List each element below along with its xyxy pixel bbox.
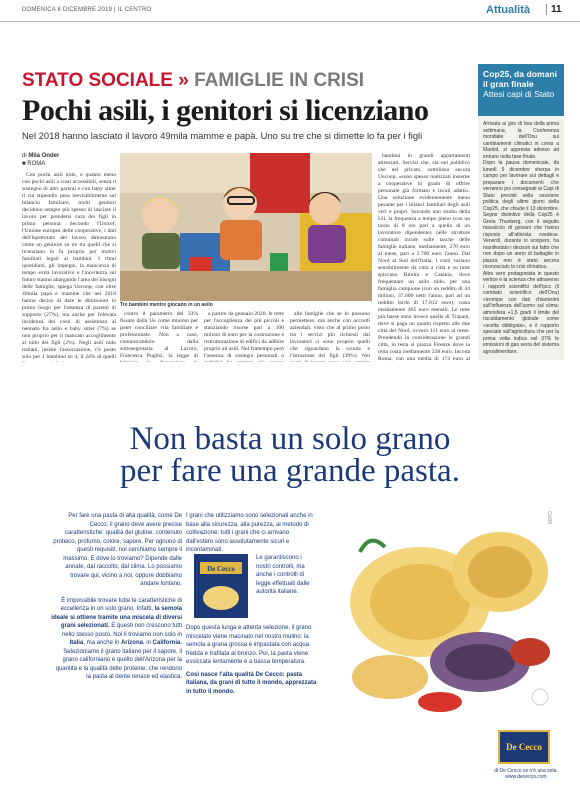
column-2-text: contro il parametro del 33% fissato dalla Ue come minimo per poter conciliare vita familiare e professionale. Non a caso, comunicandolo dalla sottosegretaria al Lavoro, Francesca Puglisi, la legge di (120, 311, 198, 359)
article-column-5 (378, 153, 470, 362)
ad-left-p2-a: È impossibile trovare tutte le caratteristiche di eccellenza in un solo grano. Infatti, (60, 597, 182, 612)
article-column-4 (290, 311, 370, 359)
photo-caption: Tre bambini mentre giocano in un asilo (120, 302, 213, 308)
ad-tagline-line-2: per fare una grande pasta. (120, 453, 460, 489)
ad-middle-paragraph-2: Le garantiscono i nostri controlli, ma anche i controlli di legge effettuati dalle autorità italiane. (256, 555, 310, 595)
sidebar-body (478, 116, 564, 360)
ad-website: www.dececco.com (505, 774, 547, 780)
pasta-package-image (190, 550, 252, 622)
column-3-text: a partire da gennaio 2020. le rette per l'accoglienza dei più piccoli e stanziando risorse pari a 100 milioni di euro per la costruzione e ristrutturazione di edifici da adibire proprio ad asili. Nel frattempo però l'assenza di sostegni personali o (204, 311, 284, 359)
kicker-famiglie-in-crisi: FAMIGLIE IN CRISI (194, 70, 365, 91)
page-number: 11 (546, 4, 562, 15)
ad-left-p2-g: , in (142, 640, 151, 646)
sidebar-title: Cop25, da domani il gran finale (483, 69, 558, 89)
ad-slogan: di De Cecco ce n'è una sola. (494, 768, 558, 774)
column-1-text: Con pochi asili nido, o quanto meno con pochi asili a costi accessibili, senza il sostegno di altri parenti e con baby sitter il cui stipendio pesa inevitabilmente sul bilancio familiare, molti genitori decidono sempre più spesso di lasciare il lavoro per prendersi cura dei figli in prima persona. Secondo l'Unicef, l'Unione europea delle cooperative, i dati dell'Ispettorato del lavoro dimostrano come un genitore su tre tra quelli che si licenziano lo fa proprio per motivi familiari legati ai bambini. I ritmi quotidiani, gli impegni, la mancanza di tempo extra lavorativo e l'incertezza sul futuro stanno allargando l'area dei bisogni delle famiglie, spiega Uecoop, con oltre 49mila papà e mamme che nel 2018 hanno deciso di dare le dimissioni in primo luogo per l'assenza di parenti di supporto (27%), ma anche per l'elevata incidenza dei costi di assistenza al neonato fra asilo e baby sitter (7%) se non proprio per il mancato accoglimento al nido dei figli (2%). Negli asili nido italiani, insiste l'associazione, c'è posto solo per 1 bambino su 4, il 24% di quelli (22, 172, 116, 360)
box-brand-text: De Cecco (207, 565, 235, 573)
ad-left-p2-f: Arizona (120, 640, 143, 646)
ad-middle-paragraph-4: Così nasce l'alta qualità De Cecco: pasta italiana, da grani di tutto il mondo, apprezzata in tutto il mondo. (186, 671, 317, 695)
ad-vertical-credit: MIRO (548, 510, 554, 524)
ad-left-paragraph-1: Per fare una pasta di alta qualità, come De Cecco, il grano deve avere precise caratteristiche: qualità del glutine, contenuto proteico, profumo, colore, sapore. Per ognuno di questi requisiti, noi cerchiamo sempre il massimo. E dove lo troviamo? Dipende dalle annate, dal raccolto, dal clima. Lo possiamo trovare qui, vicino a noi, oppure dobbiamo andare lontano. (53, 513, 182, 587)
pasta-dish-image (330, 512, 565, 722)
ad-left-p2-b: la semola ideale si ottiene tramite una miscela di diversi grani selezionati. (51, 606, 182, 629)
ad-middle-paragraph-3: Dopo questa lunga e attenta selezione, il grano miscelato viene macinato nel nostro mulino: la semola a grana grossa è impastata con acqua fredda e trafilata al bronzo. Poi, la pasta viene essiccata lentamente e a bassa temperatura. (186, 625, 312, 665)
issue-date: DOMENICA 8 DICEMBRE 2019 | IL CENTRO (22, 7, 152, 13)
conchiglioni-pasta-illustration (330, 512, 565, 722)
location-icon: ■ (22, 161, 28, 167)
article-kicker (22, 70, 364, 92)
ad-left-p2-d: Italia (69, 640, 84, 646)
byline-location: ROMA (27, 161, 46, 167)
page-header (0, 0, 580, 22)
column-4-text: alle famiglie che se lo possono permettere, ma anche con accordi aziendali, visto che al primo posto tra i servizi più richiesti dai lavoratori ci sono proprio quelli che riguardano la scuola e l'istruzione dei figli (39%). Nei (290, 311, 370, 359)
pasta-box-icon (190, 550, 252, 622)
ad-middle-text-top (186, 512, 316, 555)
sidebar-paragraph-2: Dopo la pausa domenicale, da lunedì 9 dicembre sherpa in campo per lavorare sui dettagli e preparare i documenti che verranno poi consegnati ai Capi di Stato previsti nella sessione politica degli ultimi giorni della Cop25, che chiude il 13 dicembre. Segno distintivo della Cop25 è Greta Thunberg, con il seguito massiccio di giovani che hanno risposto all'attivista svedese. Venerdì, durante lo sciopero, ha manifestato i decisori sui fatto che non dopo un anno di battaglie in piazza non è stato ancora riconosciuto la crisi climatica. (483, 160, 559, 270)
article-column-3 (204, 311, 284, 359)
ad-middle-text-bottom (186, 624, 321, 696)
sidebar-paragraph-3: Altro vero protagonista in questo vertice è la scienza che attraverso i rapporti scientifici dell'Ipcc (il comitato scientifico dell'Onu) «irrompe con dati chiarissimi sull'influenza dell'uomo sul clima: atmosfera +1,5 gradi il limite del riscaldamento globale come «scelta obbligata», e il rapporto speciale sull'agricoltura che per la prima volta indica nel 37% le emissioni di gas serra del sistema agroalimentare. (483, 270, 559, 355)
ad-left-paragraph-2 (50, 597, 182, 682)
kicker-separator: » (172, 70, 195, 91)
children-playing-photo (120, 153, 372, 301)
article-photo (120, 153, 372, 301)
kicker-stato-sociale: STATO SOCIALE (22, 70, 173, 91)
section-label: Attualità (486, 4, 530, 16)
ad-footer (486, 768, 566, 780)
ad-middle-paragraph-1: I grani che utilizziamo sono selezionati anche in base alla sicurezza, alla purezza, al metodo di coltivazione: tutti i grani che ci arrivano dall'estero sono assolutamente sicuri e incontaminati. (186, 513, 313, 553)
ad-tagline-line-1: Non basta un solo grano (129, 421, 451, 457)
article-byline (22, 152, 59, 168)
ad-left-p2-c: E questi non crescono tutti nello stesso posto. Noi li troviamo non solo in (61, 623, 182, 638)
article-subhead: Nel 2018 hanno lasciato il lavoro 49mila mamme e papà. Uno su tre che si dimette lo fa per i figli (22, 130, 423, 141)
sidebar-subtitle: Attesi capi di Stato (483, 89, 555, 99)
ad-left-p2-i: . Selezioniamo il grano italiano per il sapore, il grano californiano e quello dell'Arizona per la quantità e la qualità delle proteine, che rendono la pasta al dente tenace ed elastica. (55, 640, 182, 680)
column-5-text: bambini in grandi appartamenti attrezzati. Servizi che, sia nel pubblico che nel privato, sottolinea ancora Uecoop, «sono spesso realizzati insieme a cooperative in grado di offrire personale già formato e locali adatti». Una soluzione evidentemente meno pesante per i bilanci familiari degli asili veri e propri. Secondo uno studio della Uil, la frequenza a tempo pieno (con un turno di 8 ore pari a quello di un lavoratore dipendente) nelle strutture comunali incide sulle tasche delle famiglie italiane, mediamente, 270 euro al mese, pari a 2.700 euro l'anno. Dal Nord al Sud dell'Italia, i costi variano sensibilmente da città a città e su tutte spiccano Rimini e Catania, dove frequentare un asilo nido, per una famiglia campione (con un reddito di 44 milioni, 37.600 netti l'anno, pari ad un reddito lordo di 17.812 euro), costa mediamente 465 euro mensili. Le rette più basse sono invece quelle di Trapani, dove si paga un quarto rispetto alle due città del Nord, ovvero 111 euro al mese. Prendendo in considerazione le grandi città, in testa si piazza Firenze dove la retta costa mediamente 338 euro. Incoda Roma, con una media di 174 euro al (378, 153, 470, 362)
sidebar-paragraph-1: Arrivata al giro di boa della prima settimana, la Conferenza mondiale dell'Onu sui cambiamenti climatici in corso a Madrid, si appresta adesso ad entrare nella fase finale. (483, 121, 559, 160)
byline-author: Mila Onder (28, 153, 60, 159)
ad-left-p2-e: , ma anche in (83, 640, 120, 646)
sidebar-header (478, 64, 564, 116)
byline-prefix: di (22, 153, 27, 159)
article-column-1 (22, 172, 116, 360)
ad-left-text (50, 512, 182, 682)
sidebar-box (478, 64, 564, 360)
de-cecco-advertisement (0, 362, 580, 798)
article-headline: Pochi asili, i genitori si licenziano (22, 94, 429, 127)
de-cecco-logo: De Cecco (498, 730, 550, 764)
ad-left-p2-h: California (152, 640, 181, 646)
article-column-2 (120, 311, 198, 359)
ad-middle-text-side (256, 554, 318, 605)
